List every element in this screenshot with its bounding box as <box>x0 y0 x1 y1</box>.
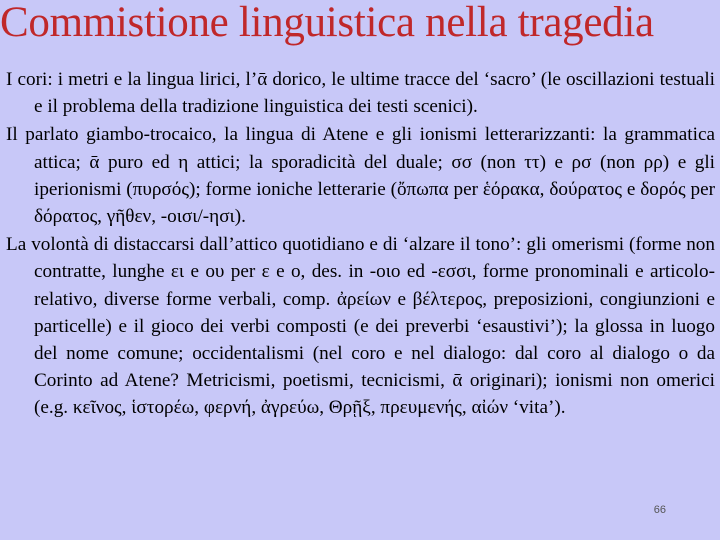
paragraph-omerismi: La volontà di distaccarsi dall’attico quotidiano e di ‘alzare il tono’: gli omerismi (forme non contratte, lunghe ει e ου per ε e ο, des. in ‑οιο ed ‑εσσι, forme pronominali e articolo-relativo, diverse forme verbali, comp. ἀρείων e βέλτερος, preposizioni, congiunzioni e particelle) e il gioco dei verbi composti (e dei preverbi ‘esaustivi’); la glossa in luogo del nome comune; occidentalismi (nel coro e nel dialogo: dal coro al dialogo o da Corinto ad Atene? Metricismi, poetismi, tecnicismi, ᾱ originari); ionismi non omerici (e.g. κεῖνος, ἱστορέω, φερνή, ἀγρεύω, Θρῇξ, πρευμενής, αἰών ‘vita’). <box>6 234 715 419</box>
paragraph-cori: I cori: i metri e la lingua lirici, l’ᾱ dorico, le ultime tracce del ‘sacro’ (le oscillazioni testuali e il problema della tradizione linguistica dei testi scenici). <box>6 69 715 118</box>
slide-body <box>0 66 715 423</box>
slide-title: Commistione linguistica nella tragedia <box>0 0 654 46</box>
paragraph-parlato: Il parlato giambo-trocaico, la lingua di Atene e gli ionismi letterarizzanti: la grammatica attica; ᾱ puro ed η attici; la sporadicità del duale; σσ (non ττ) e ρσ (non ρρ) e gli iperionismi (πυρσός); forme ioniche letterarie (ὄπωπα per ἑόρακα, δούρατος e δορός per δόρατος, γῆθεν, -οισι/-ησι). <box>6 124 715 228</box>
page-number: 66 <box>653 504 666 516</box>
